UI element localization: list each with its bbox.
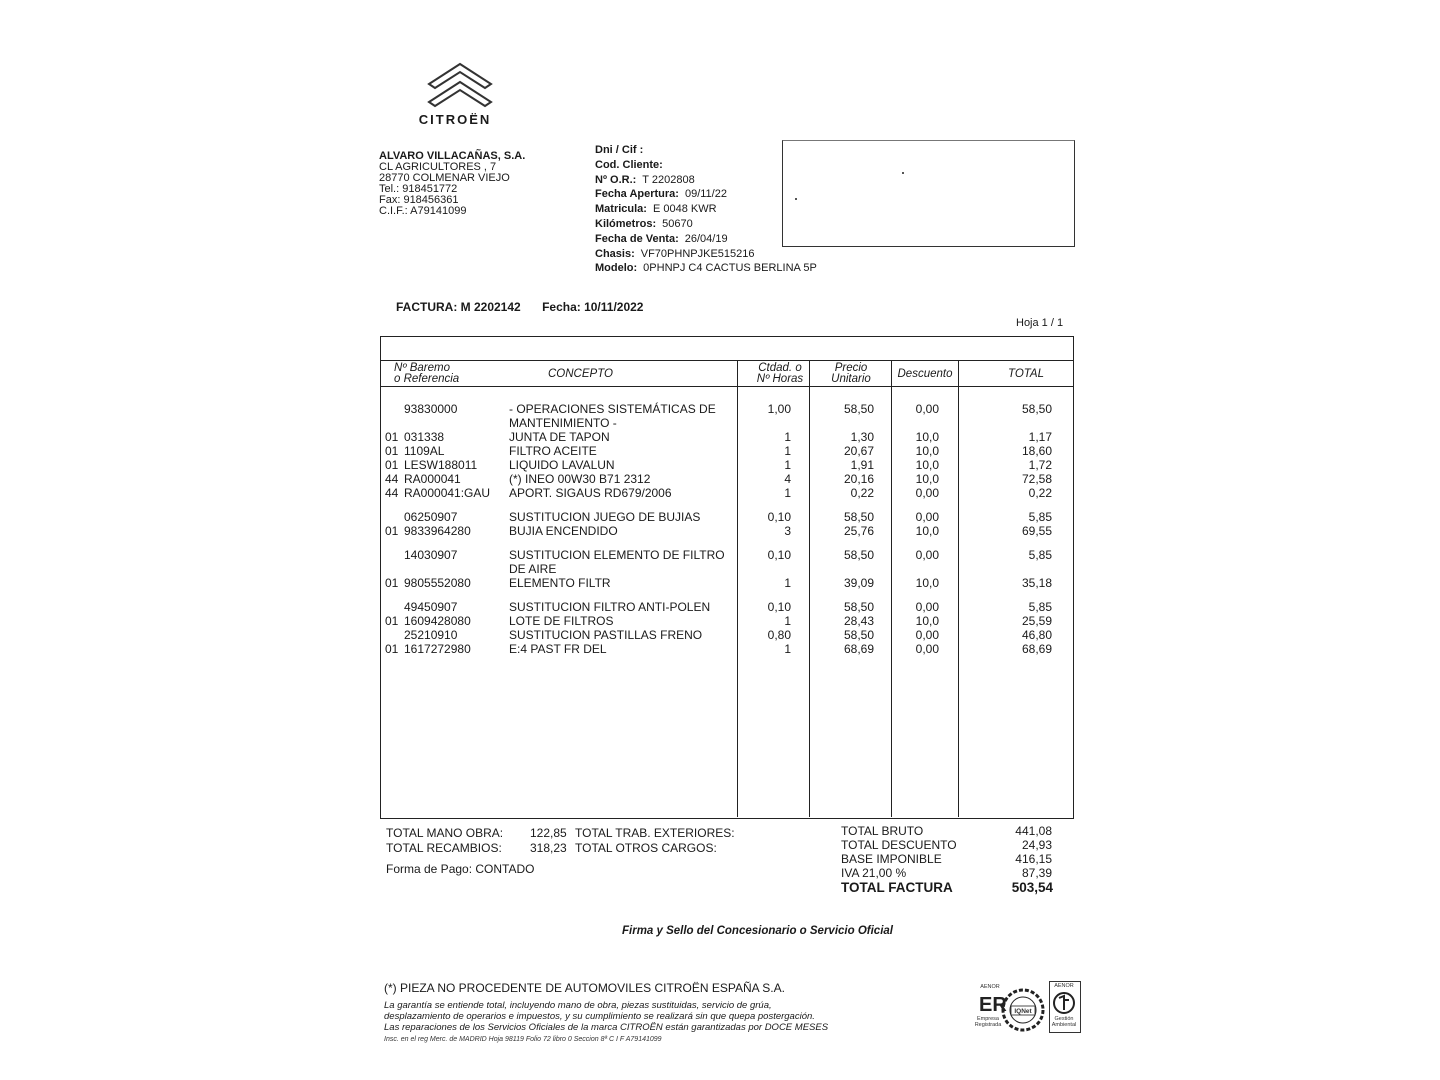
vehicle-field-label: Matricula: bbox=[595, 203, 647, 216]
cell-pfx: 44 bbox=[385, 472, 399, 486]
company-city: 28770 COLMENAR VIEJO bbox=[379, 172, 510, 184]
cell-precio: 25,76 bbox=[843, 524, 874, 538]
cell-qty: 1 bbox=[784, 444, 791, 458]
company-name: ALVARO VILLACAÑAS, S.A. bbox=[379, 150, 526, 162]
aenor2-label: AENOR bbox=[1054, 983, 1074, 989]
base-imponible-label: BASE IMPONIBLE bbox=[841, 852, 942, 866]
invoice-date: Fecha: 10/11/2022 bbox=[542, 300, 644, 314]
table-row bbox=[0, 614, 1440, 628]
table-row bbox=[0, 402, 1440, 416]
vehicle-field-value: 26/04/19 bbox=[684, 232, 728, 245]
cell-total: 5,85 bbox=[1028, 600, 1052, 614]
cell-precio: 39,09 bbox=[843, 576, 874, 590]
company-fax: Fax: 918456361 bbox=[379, 194, 459, 206]
header-descuento: Descuento bbox=[897, 368, 953, 380]
cell-desc: 0,00 bbox=[915, 628, 939, 642]
firma-sello: Firma y Sello del Concesionario o Servicio Oficial bbox=[622, 925, 893, 937]
cell-qty: 1 bbox=[784, 614, 791, 628]
cell-ref: 25210910 bbox=[404, 628, 458, 642]
cell-precio: 1,30 bbox=[850, 430, 874, 444]
cell-ref: 9805552080 bbox=[404, 576, 471, 590]
cell-concepto: DE AIRE bbox=[509, 562, 557, 576]
cell-ref: 49450907 bbox=[404, 600, 458, 614]
garantia-line-2: desplazamiento de operarios e impuestos, y su cumplimiento se realizará sin que quepa postergación. bbox=[384, 1011, 815, 1022]
cell-desc: 10,0 bbox=[915, 614, 939, 628]
cell-ref: 1617272980 bbox=[404, 642, 471, 656]
company-cif: C.I.F.: A79141099 bbox=[379, 205, 467, 217]
cell-concepto: APORT. SIGAUS RD679/2006 bbox=[509, 486, 672, 500]
cell-precio: 58,50 bbox=[843, 402, 874, 416]
vehicle-field-label: Modelo: bbox=[595, 262, 638, 275]
total-mano-obra-label: TOTAL MANO OBRA: bbox=[386, 826, 504, 840]
invoice-number: FACTURA: M 2202142 bbox=[396, 300, 521, 314]
vehicle-field-label: Fecha Apertura: bbox=[595, 188, 679, 201]
vehicle-field-label: Chasis: bbox=[595, 247, 635, 260]
cell-desc: 0,00 bbox=[915, 600, 939, 614]
cell-concepto: SUSTITUCION JUEGO DE BUJIAS bbox=[509, 510, 701, 524]
cell-pfx: 01 bbox=[385, 430, 399, 444]
header-referencia: Nº Baremo o Referencia bbox=[394, 362, 460, 385]
vehicle-field-value: 0PHNPJ C4 CACTUS BERLINA 5P bbox=[643, 262, 817, 275]
vehicle-field-value: E 0048 KWR bbox=[652, 203, 717, 216]
garantia-line-1: La garantía se entiende total, incluyendo mano de obra, piezas sustituidas, servicio de grúa, bbox=[384, 1000, 772, 1011]
cell-total: 5,85 bbox=[1028, 510, 1052, 524]
cell-desc: 10,0 bbox=[915, 576, 939, 590]
vehicle-field-label: Kilómetros: bbox=[595, 217, 657, 230]
total-mano-obra-value: 122,85 bbox=[530, 826, 567, 840]
cell-concepto: SUSTITUCION FILTRO ANTI-POLEN bbox=[509, 600, 711, 614]
cell-total: 58,50 bbox=[1021, 402, 1052, 416]
cell-desc: 0,00 bbox=[915, 510, 939, 524]
cell-ref: 06250907 bbox=[404, 510, 458, 524]
inscripcion-registro: Insc. en el reg Merc. de MADRID Hoja 98119 Folio 72 libro 0 Seccion 8ª C I F A79141099 bbox=[384, 1036, 662, 1043]
vehicle-field-label: Fecha de Venta: bbox=[595, 232, 679, 245]
invoice-header bbox=[396, 300, 661, 314]
cell-concepto: LOTE DE FILTROS bbox=[509, 614, 614, 628]
cell-qty: 0,10 bbox=[767, 600, 791, 614]
cell-pfx: 01 bbox=[385, 614, 399, 628]
cell-ref: 93830000 bbox=[404, 402, 458, 416]
company-block bbox=[379, 151, 525, 217]
cell-total: 5,85 bbox=[1028, 548, 1052, 562]
iqnet-label: IQNet bbox=[1014, 1008, 1032, 1015]
svg-text:ER: ER bbox=[979, 994, 1007, 1016]
table-row bbox=[0, 642, 1440, 656]
total-bruto-label: TOTAL BRUTO bbox=[841, 824, 924, 838]
cell-qty: 1 bbox=[784, 430, 791, 444]
iva-label: IVA 21,00 % bbox=[841, 866, 907, 880]
total-descuento-value: 24,93 bbox=[1021, 838, 1052, 852]
cell-precio: 28,43 bbox=[843, 614, 874, 628]
company-address: CL AGRICULTORES , 7 bbox=[379, 161, 497, 173]
cell-qty: 1 bbox=[784, 486, 791, 500]
pieza-note: (*) PIEZA NO PROCEDENTE DE AUTOMOVILES CITROËN ESPAÑA S.A. bbox=[384, 981, 785, 995]
table-row bbox=[0, 548, 1440, 562]
base-imponible-value: 416,15 bbox=[1015, 852, 1052, 866]
company-tel: Tel.: 918451772 bbox=[379, 183, 458, 195]
cell-total: 25,59 bbox=[1021, 614, 1052, 628]
cell-qty: 1 bbox=[784, 642, 791, 656]
cell-concepto: LIQUIDO LAVALUN bbox=[509, 458, 615, 472]
vehicle-field-value: T 2202808 bbox=[642, 173, 695, 186]
cell-concepto: FILTRO ACEITE bbox=[509, 444, 597, 458]
cell-pfx: 44 bbox=[385, 486, 399, 500]
scan-speck bbox=[902, 172, 904, 174]
cell-precio: 58,50 bbox=[843, 628, 874, 642]
cell-qty: 0,80 bbox=[767, 628, 791, 642]
cell-pfx: 01 bbox=[385, 642, 399, 656]
header-precio: Precio Unitario bbox=[831, 362, 871, 385]
total-recambios-value: 318,23 bbox=[530, 841, 567, 855]
cell-qty: 3 bbox=[784, 524, 791, 538]
cell-qty: 0,10 bbox=[767, 548, 791, 562]
forma-pago: Forma de Pago: CONTADO bbox=[386, 862, 535, 876]
cell-concepto: SUSTITUCION PASTILLAS FRENO bbox=[509, 628, 703, 642]
garantia-line-3: Las reparaciones de los Servicios Oficiales de la marca CITROËN están garantizadas por DOCE MESES bbox=[384, 1022, 829, 1033]
cell-total: 68,69 bbox=[1021, 642, 1052, 656]
cell-ref: 1609428080 bbox=[404, 614, 471, 628]
cell-qty: 4 bbox=[784, 472, 791, 486]
table-row bbox=[0, 416, 1440, 430]
cell-qty: 1 bbox=[784, 576, 791, 590]
cell-desc: 10,0 bbox=[915, 430, 939, 444]
cell-concepto: JUNTA DE TAPON bbox=[509, 430, 610, 444]
cell-ref: 14030907 bbox=[404, 548, 458, 562]
table-row bbox=[0, 510, 1440, 524]
cell-total: 18,60 bbox=[1021, 444, 1052, 458]
total-otros-label: TOTAL OTROS CARGOS: bbox=[575, 841, 717, 855]
cell-pfx: 01 bbox=[385, 576, 399, 590]
cell-desc: 0,00 bbox=[915, 642, 939, 656]
header-concepto: CONCEPTO bbox=[548, 368, 613, 380]
cell-precio: 58,50 bbox=[843, 548, 874, 562]
cell-desc: 10,0 bbox=[915, 458, 939, 472]
table-row bbox=[0, 486, 1440, 500]
cell-ref: RA000041 bbox=[404, 472, 461, 486]
cell-precio: 20,16 bbox=[843, 472, 874, 486]
vehicle-field-label: Nº O.R.: bbox=[595, 173, 637, 186]
header-total: TOTAL bbox=[1008, 368, 1044, 380]
cell-precio: 58,50 bbox=[843, 510, 874, 524]
cell-concepto: MANTENIMIENTO - bbox=[509, 416, 617, 430]
table-row bbox=[0, 576, 1440, 590]
cell-qty: 1 bbox=[784, 458, 791, 472]
cell-pfx: 01 bbox=[385, 458, 399, 472]
cell-desc: 10,0 bbox=[915, 524, 939, 538]
table-row bbox=[0, 444, 1440, 458]
cell-qty: 0,10 bbox=[767, 510, 791, 524]
cell-desc: 10,0 bbox=[915, 472, 939, 486]
table-row bbox=[0, 430, 1440, 444]
cell-desc: 0,00 bbox=[915, 402, 939, 416]
cell-total: 35,18 bbox=[1021, 576, 1052, 590]
iva-value: 87,39 bbox=[1021, 866, 1052, 880]
client-address-box bbox=[782, 140, 1075, 247]
cell-desc: 10,0 bbox=[915, 444, 939, 458]
ga-caption: Gestión Ambiental bbox=[1051, 1016, 1077, 1028]
vehicle-field-value: 09/11/22 bbox=[684, 188, 727, 201]
er-caption: Empresa Registrada bbox=[974, 1016, 1002, 1028]
aenor-label: AENOR bbox=[980, 984, 1000, 990]
total-bruto-value: 441,08 bbox=[1015, 824, 1052, 838]
cell-precio: 58,50 bbox=[843, 600, 874, 614]
cell-qty: 1,00 bbox=[767, 402, 791, 416]
cell-concepto: E:4 PAST FR DEL bbox=[509, 642, 607, 656]
table-row bbox=[0, 600, 1440, 614]
cell-concepto: ELEMENTO FILTR bbox=[509, 576, 611, 590]
gestion-ambiental-icon bbox=[1052, 991, 1076, 1015]
cell-concepto: BUJIA ENCENDIDO bbox=[509, 524, 618, 538]
cell-concepto: SUSTITUCION ELEMENTO DE FILTRO bbox=[509, 548, 725, 562]
total-factura-value: 503,54 bbox=[1011, 880, 1053, 895]
vehicle-field-label: Cod. Cliente: bbox=[595, 158, 663, 171]
cell-concepto: - OPERACIONES SISTEMÁTICAS DE bbox=[509, 402, 716, 416]
brand-name: CITROËN bbox=[418, 112, 492, 127]
total-recambios-label: TOTAL RECAMBIOS: bbox=[386, 841, 502, 855]
cell-precio: 20,67 bbox=[843, 444, 874, 458]
table-row bbox=[0, 524, 1440, 538]
table-row bbox=[0, 562, 1440, 576]
cell-total: 72,58 bbox=[1021, 472, 1052, 486]
cell-desc: 0,00 bbox=[915, 486, 939, 500]
cell-ref: 1109AL bbox=[404, 444, 445, 458]
vehicle-field-label: Dni / Cif : bbox=[595, 144, 644, 156]
header-cantidad: Ctdad. o Nº Horas bbox=[756, 362, 804, 385]
cell-concepto: (*) INEO 00W30 B71 2312 bbox=[509, 472, 651, 486]
page-indicator: Hoja 1 / 1 bbox=[1016, 317, 1064, 329]
cell-total: 69,55 bbox=[1021, 524, 1052, 538]
cell-total: 1,17 bbox=[1028, 430, 1052, 444]
cell-ref: 031338 bbox=[404, 430, 445, 444]
cell-pfx: 01 bbox=[385, 444, 399, 458]
table-row bbox=[0, 472, 1440, 486]
total-trab-ext-label: TOTAL TRAB. EXTERIORES: bbox=[575, 826, 735, 840]
vehicle-field-value: 50670 bbox=[662, 217, 693, 230]
table-header-divider bbox=[380, 386, 1073, 387]
vehicle-field-value: VF70PHNPJKE515216 bbox=[640, 247, 755, 260]
cell-ref: LESW188011 bbox=[404, 458, 478, 472]
table-row bbox=[0, 628, 1440, 642]
table-top-divider bbox=[380, 360, 1073, 361]
cell-precio: 0,22 bbox=[850, 486, 874, 500]
vehicle-field bbox=[595, 247, 817, 262]
cell-precio: 1,91 bbox=[850, 458, 874, 472]
cell-total: 0,22 bbox=[1028, 486, 1052, 500]
cell-precio: 68,69 bbox=[843, 642, 874, 656]
vehicle-field bbox=[595, 261, 817, 276]
total-factura-label: TOTAL FACTURA bbox=[841, 880, 953, 895]
cell-ref: RA000041:GAU bbox=[404, 486, 491, 500]
cell-total: 46,80 bbox=[1021, 628, 1052, 642]
table-row bbox=[0, 458, 1440, 472]
cell-desc: 0,00 bbox=[915, 548, 939, 562]
scan-speck bbox=[795, 198, 797, 200]
cell-pfx: 01 bbox=[385, 524, 399, 538]
aenor-er-icon bbox=[977, 991, 1007, 1016]
cell-ref: 9833964280 bbox=[404, 524, 471, 538]
total-descuento-label: TOTAL DESCUENTO bbox=[841, 838, 957, 852]
cell-total: 1,72 bbox=[1028, 458, 1052, 472]
